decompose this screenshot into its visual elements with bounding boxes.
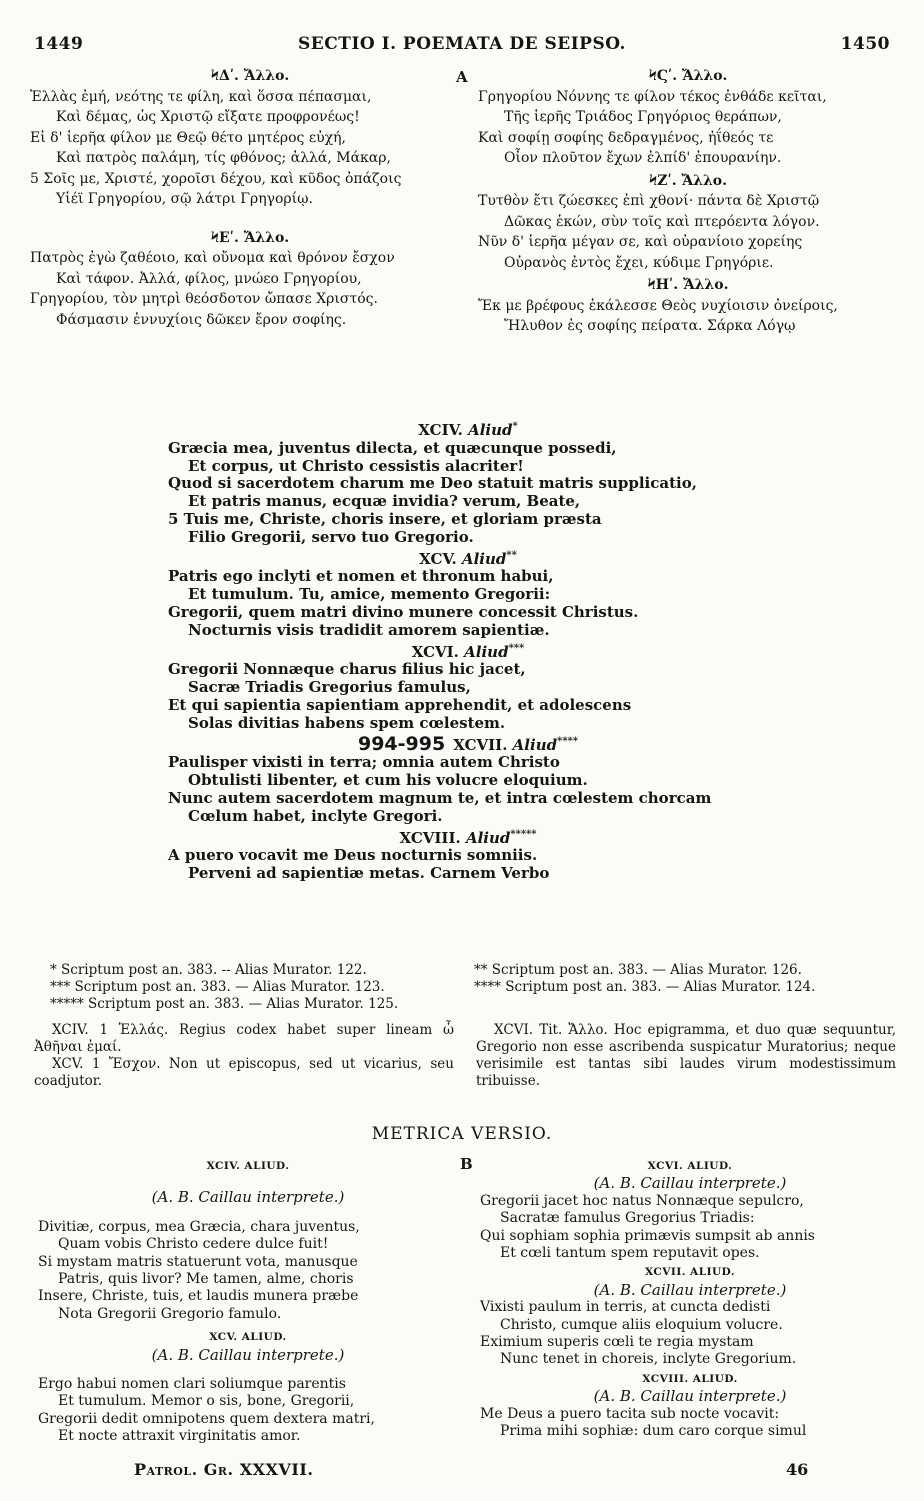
metrica-column-right bbox=[480, 1158, 900, 1441]
verse-line: Insere, Christe, tuis, et laudis munera præbe bbox=[38, 1288, 359, 1305]
section-label: Aliud bbox=[461, 549, 507, 568]
poem-title: ϞϚʹ. Ἄλλο. bbox=[648, 68, 728, 84]
verse-line: Qui sophiam sophia primævis sumpsit ab annis bbox=[480, 1227, 815, 1244]
footnote-mark: **** bbox=[557, 735, 579, 747]
notes-right bbox=[476, 1022, 896, 1090]
verse-line: Ἤλυθον ἐς σοφίης πείρατα. Σάρκα Λόγῳ bbox=[504, 318, 796, 334]
verse-line: Καὶ τάφον. Ἀλλά, φίλος, μνώεο Γρηγορίου, bbox=[56, 270, 362, 287]
verse-line: Οὐρανὸς ἐντὸς ἔχει, κύδιμε Γρηγόριε. bbox=[504, 254, 774, 271]
verse-line: Sacræ Triadis Gregorius famulus, bbox=[188, 678, 471, 697]
verse-line: Γρηγορίου, τὸν μητρὶ θεόσδοτον ὤπασε Χριστός. bbox=[30, 291, 378, 307]
section-title bbox=[168, 547, 768, 569]
verse-line: Νῦν δ' ἱερῆα μέγαν σε, καὶ οὐρανίοιο χορείης bbox=[478, 234, 803, 250]
verse-line: Quod si sacerdotem charum me Deo statuit matris supplicatio, bbox=[168, 474, 697, 493]
column-mark-a: A bbox=[456, 68, 468, 86]
verse-line: Et cœli tantum spem reputavit opes. bbox=[500, 1245, 760, 1262]
verse-line: Prima mihi sophiæ: dum caro corque simul bbox=[500, 1423, 807, 1440]
critical-note: XCIV. 1 Ἑλλάς. Regius codex habet super lineam ὦ Ἀθῆναι ἐμαί. bbox=[34, 1022, 454, 1055]
verse-line: Ἑλλὰς ἐμή, νεότης τε φίλη, καὶ ὅσσα πέπασμαι, bbox=[30, 88, 372, 105]
footnote-mark: * bbox=[512, 421, 518, 432]
verse-line: Οἶον πλοῦτον ἔχων ἐλπίδ' ἐπουρανίην. bbox=[504, 150, 782, 166]
verse-line: Filio Gregorii, servo tuo Gregorio. bbox=[188, 527, 474, 546]
verse-line: Υἱέϊ Γρηγορίου, σῷ λάτρι Γρηγορίῳ. bbox=[56, 191, 313, 207]
verse-line: Γρηγορίου Νόννης τε φίλον τέκος ἐνθάδε κεῖται, bbox=[478, 88, 827, 105]
footnote: *** Scriptum post an. 383. — Alias Murator. 123. bbox=[50, 979, 385, 995]
footnotes-left bbox=[50, 962, 470, 1013]
verse-line: Nunc tenet in choreis, inclyte Gregorium. bbox=[500, 1351, 797, 1368]
page-number-left: 1449 bbox=[34, 34, 84, 54]
footnote: **** Scriptum post an. 383. — Alias Murator. 124. bbox=[474, 979, 816, 995]
verse-line: Δῶκας ἑκών, σὺν τοῖς καὶ πτερόεντα λόγον. bbox=[504, 213, 820, 230]
verse-line: Christo, cumque aliis eloquium volucre. bbox=[500, 1316, 783, 1333]
verse-line: Perveni ad sapientiæ metas. Carnem Verbo bbox=[188, 864, 550, 883]
verse-line: Cœlum habet, inclyte Gregori. bbox=[188, 806, 443, 825]
verse-line: Καὶ πατρὸς παλάμη, τίς φθόνος; ἀλλά, Μάκαρ, bbox=[56, 150, 391, 166]
verse-line: Gregorii Nonnæque charus filius hic jacet, bbox=[168, 660, 526, 679]
footnote-mark: *** bbox=[508, 642, 525, 654]
verse-line: Et qui sapientia sapientiam apprehendit, et adolescens bbox=[168, 695, 632, 714]
section-number: XCVI. bbox=[411, 642, 459, 661]
footnote: ** Scriptum post an. 383. — Alias Murator. 126. bbox=[474, 962, 802, 978]
verse-line: Vixisti paulum in terris, at cuncta dedisti bbox=[480, 1299, 771, 1316]
verse-line: Ἔκ με βρέφους ἐκάλεσσε Θεὸς νυχίοισιν ὀνείροις, bbox=[478, 297, 838, 314]
verse-line: Patris ego inclyti et nomen et thronum habui, bbox=[168, 567, 554, 586]
column-numbers: 994-995 bbox=[357, 732, 446, 755]
verse-line: Nunc autem sacerdotem magnum te, et intra cœlestem chorcam bbox=[168, 788, 712, 807]
section-title bbox=[168, 418, 768, 440]
verse-line: Sacratæ famulus Gregorius Triadis: bbox=[500, 1210, 755, 1227]
verse-line: 5 Tuis me, Christe, choris insere, et gloriam præsta bbox=[168, 509, 602, 528]
versio-heading: XCVIII. ALIUD. bbox=[642, 1372, 738, 1385]
verse-line: Καὶ σοφίῃ σοφίης δεδραγμένος, ἠΐθεός τε bbox=[478, 129, 774, 146]
footnote-mark: ***** bbox=[510, 828, 537, 840]
footnote: * Scriptum post an. 383. -- Alias Murator. 122. bbox=[50, 962, 367, 978]
verse-line: Solas divitias habens spem cœlestem. bbox=[188, 713, 506, 732]
poem-title: ϞΗʹ. Ἄλλο. bbox=[647, 277, 729, 293]
verse-line: Græcia mea, juventus dilecta, et quæcunque possedi, bbox=[168, 438, 617, 457]
critical-note: XCV. 1 Ἔσχον. Non ut episcopus, sed ut vicarius, seu coadjutor. bbox=[34, 1056, 454, 1089]
critical-note: XCVI. Tit. Ἄλλο. Hoc epigramma, et duo quæ sequuntur, Gregorio non esse ascribenda suspicatur Muratorius; neque verisimile est tantas sibi laudes virum modestissimum tribuisse. bbox=[476, 1022, 896, 1089]
footnotes-right bbox=[474, 962, 894, 996]
footnote-mark: ** bbox=[506, 549, 517, 561]
verse-line: Gregorii, quem matri divino munere concessit Christus. bbox=[168, 602, 639, 621]
verse-line: Quam vobis Christo cedere dulce fuit! bbox=[58, 1236, 329, 1253]
verse-line: Si mystam matris statuerunt vota, manusque bbox=[38, 1253, 358, 1270]
footer-signature: Patrol. Gr. XXXVII. bbox=[134, 1460, 314, 1479]
section-label: Aliud bbox=[512, 735, 558, 754]
section-title bbox=[168, 733, 768, 755]
verse-line: Gregorii dedit omnipotens quem dextera matri, bbox=[38, 1410, 375, 1427]
verse-line: Et tumulum. Memor o sis, bone, Gregorii, bbox=[58, 1393, 355, 1410]
interpreter-line: (A. B. Caillau interprete.) bbox=[151, 1345, 345, 1364]
verse-line: 5 Σοῖς με, Χριστέ, χοροῖσι δέχου, καὶ κῦδος ὀπάζοις bbox=[30, 170, 402, 187]
verse-line: Τῆς ἱερῆς Τριάδος Γρηγόριος θεράπων, bbox=[504, 109, 782, 125]
metrica-versio-title: METRICA VERSIO. bbox=[371, 1124, 553, 1144]
versio-heading: XCVI. ALIUD. bbox=[647, 1160, 733, 1172]
poem-title: ϞΖʹ. Ἄλλο. bbox=[649, 172, 727, 189]
poem-title: ϞΕʹ. Ἄλλο. bbox=[210, 229, 290, 246]
section-title bbox=[168, 826, 768, 848]
verse-line: Et nocte attraxit virginitatis amor. bbox=[58, 1428, 301, 1445]
interpreter-line: (A. B. Caillau interprete.) bbox=[151, 1188, 345, 1207]
page-number-right: 1450 bbox=[840, 34, 890, 54]
verse-line: Καὶ δέμας, ὡς Χριστῷ εἴξατε προφρονέως! bbox=[56, 109, 360, 125]
greek-column-right bbox=[478, 66, 898, 337]
verse-line: Φάσμασιν ἐννυχίοις δῶκεν ἔρον σοφίης. bbox=[56, 311, 347, 328]
verse-line: Et corpus, ut Christo cessistis alacriter! bbox=[188, 456, 524, 475]
section-number: XCV. bbox=[419, 549, 457, 568]
section-number: XCIV. bbox=[418, 421, 463, 439]
verse-line: Nota Gregorii Gregorio famulo. bbox=[58, 1305, 282, 1322]
section-number: XCVIII. bbox=[399, 828, 461, 847]
versio-heading: XCV. ALIUD. bbox=[209, 1331, 287, 1344]
versio-heading: XCIV. ALIUD. bbox=[206, 1160, 290, 1172]
verse-line: Eximium superis cœli te regia mystam bbox=[480, 1334, 754, 1351]
verse-line: Ergo habui nomen clari soliumque parentis bbox=[38, 1376, 346, 1393]
section-label: Aliud bbox=[464, 642, 509, 661]
column-mark-b: B bbox=[460, 1155, 473, 1173]
verse-line: Πατρὸς ἐγὼ ζαθέοιο, καὶ οὔνομα καὶ θρόνον ἔσχον bbox=[30, 250, 395, 266]
verse-line: A puero vocavit me Deus nocturnis somniis. bbox=[168, 846, 538, 865]
verse-line: Τυτθὸν ἔτι ζώεσκες ἐπὶ χθονί· πάντα δὲ Χριστῷ bbox=[478, 193, 820, 209]
verse-line: Et tumulum. Tu, amice, memento Gregorii: bbox=[188, 585, 551, 604]
verse-line: Gregorii jacet hoc natus Nonnæque sepulcro, bbox=[480, 1192, 804, 1209]
verse-line: Nocturnis visis tradidit amorem sapientiæ. bbox=[188, 620, 550, 639]
poem-title: ϞΔʹ. Ἄλλο. bbox=[210, 68, 290, 84]
interpreter-line: (A. B. Caillau interprete.) bbox=[593, 1387, 787, 1406]
verse-line: Me Deus a puero tacita sub nocte vocavit: bbox=[480, 1405, 780, 1422]
verse-line: Patris, quis livor? Me tamen, alme, choris bbox=[58, 1271, 354, 1288]
section-label: Aliud bbox=[465, 828, 511, 847]
footnote: ***** Scriptum post an. 383. — Alias Murator. 125. bbox=[50, 996, 399, 1012]
section-label: Aliud bbox=[468, 421, 513, 439]
verse-line: Paulisper vixisti in terra; omnia autem Christo bbox=[168, 753, 560, 772]
verse-line: Εἰ δ' ἱερῆα φίλον με Θεῷ θέτο μητέρος εὐχή, bbox=[30, 129, 346, 146]
interpreter-line: (A. B. Caillau interprete.) bbox=[593, 1174, 787, 1193]
verse-line: Divitiæ, corpus, mea Græcia, chara juventus, bbox=[38, 1218, 360, 1235]
section-number: XCVII. bbox=[453, 735, 508, 754]
verse-line: Obtulisti libenter, et cum his volucre eloquium. bbox=[188, 771, 588, 790]
verse-line: Et patris manus, ecquæ invidia? verum, Beate, bbox=[188, 492, 581, 511]
sheet-number: 46 bbox=[786, 1460, 809, 1479]
greek-column-left bbox=[30, 66, 470, 330]
notes-left bbox=[34, 1022, 454, 1090]
running-title: SECTIO I. POEMATA DE SEIPSO. bbox=[298, 34, 626, 54]
latin-translation bbox=[168, 418, 768, 883]
section-title bbox=[168, 640, 768, 662]
metrica-column-left bbox=[38, 1158, 458, 1446]
versio-heading: XCVII. ALIUD. bbox=[644, 1266, 736, 1279]
interpreter-line: (A. B. Caillau interprete.) bbox=[593, 1280, 787, 1299]
